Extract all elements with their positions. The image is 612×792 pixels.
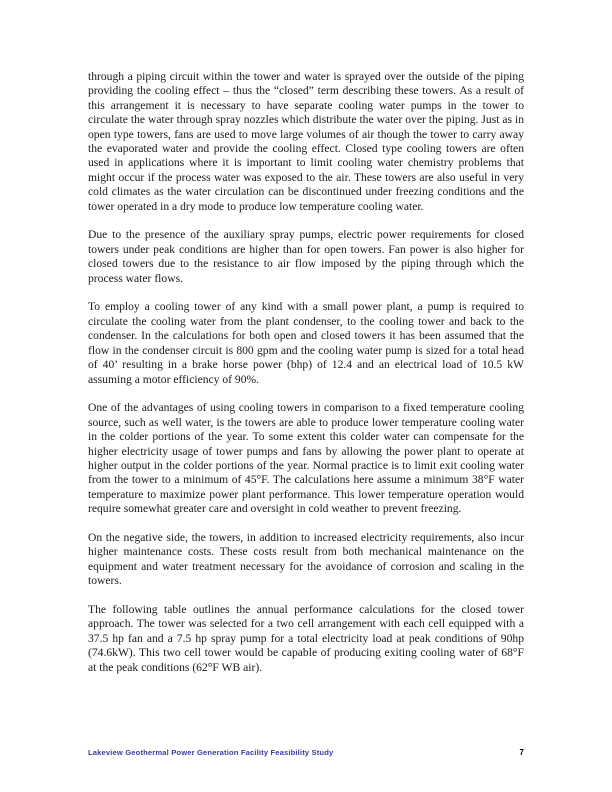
footer-document-title: Lakeview Geothermal Power Generation Facility Feasibility Study xyxy=(88,747,334,757)
paragraph-advantages: One of the advantages of using cooling towers in comparison to a fixed temperature cooling source, such as well water, is the towers are able to produce lower temperature cooling water in the colder portions of the year. To some extent this colder water can compensate for the higher electricity usage of tower pumps and fans by allowing the power plant to operate at higher output in the colder portions of the year. Normal practice is to limit exit cooling water from the tower to a minimum of 45°F. The calculations here assume a minimum 38°F water temperature to maximize power plant performance. This lower temperature operation would require somewhat greater care and oversight in cold weather to prevent freezing. xyxy=(88,401,524,516)
paragraph-closed-tower-description: through a piping circuit within the tower and water is sprayed over the outside of the piping providing the cooling effect – thus the “closed” term describing these towers. As a result of this arrangement it is necessary to have separate cooling water pumps in the tower to circulate the water through spray nozzles which distribute the water over the piping. Just as in open type towers, fans are used to move large volumes of air though the tower to carry away the evaporated water and provide the cooling effect. Closed type cooling towers are often used in applications where it is important to limit cooling water chemistry problems that might occur if the process water was exposed to the air. These towers are also useful in very cold climates as the water circulation can be discontinued under freezing conditions and the tower operated in a dry mode to produce low temperature cooling water. xyxy=(88,70,524,213)
paragraph-pump-calculations: To employ a cooling tower of any kind with a small power plant, a pump is required to circulate the cooling water from the plant condenser, to the cooling tower and back to the condenser. In the calculations for both open and closed towers it has been assumed that the flow in the condenser circuit is 800 gpm and the cooling water pump is sized for a total head of 40’ resulting in a brake horse power (bhp) of 12.4 and an electrical load of 10.5 kW assuming a motor efficiency of 90%. xyxy=(88,300,524,386)
document-body xyxy=(88,70,524,675)
paragraph-disadvantages: On the negative side, the towers, in addition to increased electricity requirements, also incur higher maintenance costs. These costs result from both mechanical maintenance on the equipment and water treatment necessary for the avoidance of corrosion and scaling in the towers. xyxy=(88,530,524,588)
paragraph-power-requirements: Due to the presence of the auxiliary spray pumps, electric power requirements for closed towers under peak conditions are higher than for open towers. Fan power is also higher for closed towers due to the resistance to air flow imposed by the piping through which the process water flows. xyxy=(88,228,524,285)
page-footer xyxy=(88,744,524,760)
footer-page-number: 7 xyxy=(519,747,524,757)
paragraph-table-intro: The following table outlines the annual performance calculations for the closed tower approach. The tower was selected for a two cell arrangement with each cell equipped with a 37.5 hp fan and a 7.5 hp spray pump for a total electricity load at peak conditions of 90hp (74.6kW). This two cell tower would be capable of producing exiting cooling water of 68°F at the peak conditions (62°F WB air). xyxy=(88,602,524,674)
